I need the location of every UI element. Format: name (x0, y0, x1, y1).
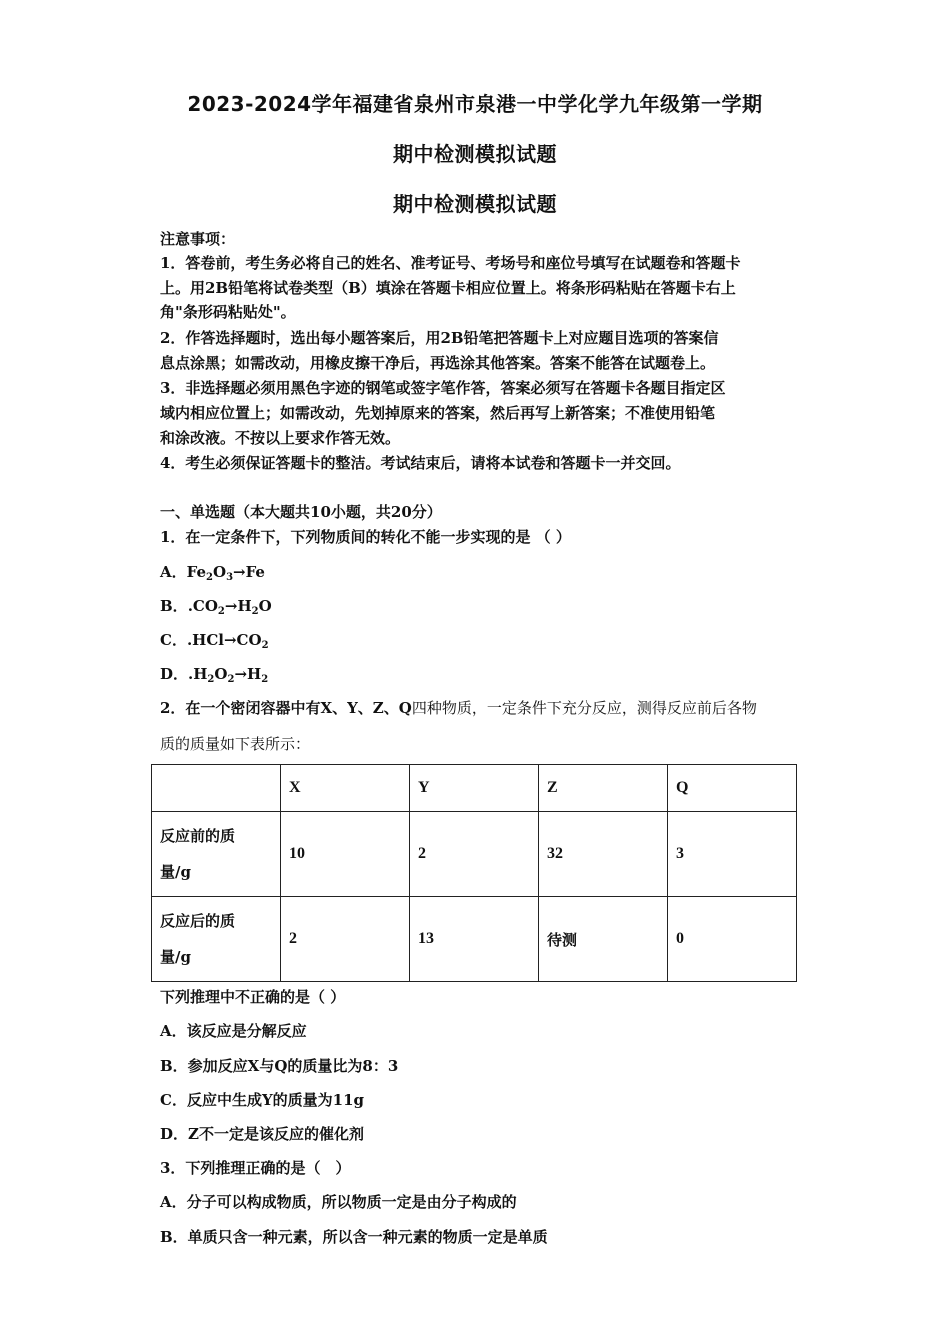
table-cell: 待测 (539, 897, 668, 982)
table-cell: 13 (410, 897, 539, 982)
notes-line: 4．考生必须保证答题卡的整洁。考试结束后，请将本试卷和答题卡一并交回。 (160, 454, 681, 472)
table-header-cell: Y (410, 765, 539, 812)
q2-option-a: A．该反应是分解反应 (160, 1022, 307, 1040)
table-cell: 10 (281, 812, 410, 897)
exam-title-line2: 期中检测模拟试题 (393, 142, 557, 166)
table-row-label: 反应后的质 量/g (152, 897, 281, 982)
notes-heading: 注意事项： (160, 230, 236, 248)
notes-line: 角"条形码粘贴处"。 (160, 303, 296, 321)
table-row-label: 反应前的质 量/g (152, 812, 281, 897)
table-cell: 32 (539, 812, 668, 897)
q3-option-a: A．分子可以构成物质，所以物质一定是由分子构成的 (160, 1193, 517, 1211)
notes-line: 域内相应位置上；如需改动，先划掉原来的答案，然后再写上新答案；不准使用铅笔 (160, 404, 716, 422)
exam-title-line3: 期中检测模拟试题 (393, 192, 557, 216)
notes-line: 3．非选择题必须用黑色字迹的钢笔或签字笔作答，答案必须写在答题卡各题目指定区 (160, 379, 726, 397)
q1-option-d: D．$.H_2O_2\to H_2$ (160, 665, 269, 685)
notes-line: 2．作答选择题时，选出每小题答案后，用2B铅笔把答题卡上对应题目选项的答案信 (160, 329, 719, 347)
question-2-stem-line2: 质的质量如下表所示： (160, 735, 311, 753)
table-cell: 0 (668, 897, 797, 982)
question-1-stem: 1．在一定条件下，下列物质间的转化不能一步实现的是 （ ） (160, 528, 571, 546)
table-cell: 2 (281, 897, 410, 982)
table-cell: 2 (410, 812, 539, 897)
q2-option-b: B．参加反应X与Q的质量比为8：3 (160, 1057, 399, 1075)
notes-line: 和涂改液。不按以上要求作答无效。 (160, 429, 401, 447)
table-row (152, 812, 797, 897)
question-2-stem: 2．在一个密闭容器中有X、Y、Z、Q四种物质，一定条件下充分反应，测得反应前后各物 (160, 699, 757, 717)
q1-option-b: B．$.CO_2\to H_2O$ (160, 597, 272, 617)
table-cell: 3 (668, 812, 797, 897)
q1-option-a: A．$Fe_2O_3\to Fe$ (160, 563, 265, 583)
mass-table (151, 764, 797, 982)
table-header-cell: Z (539, 765, 668, 812)
table-header-cell: Q (668, 765, 797, 812)
q3-option-b: B．单质只含一种元素，所以含一种元素的物质一定是单质 (160, 1228, 548, 1246)
table-header-row (152, 765, 797, 812)
exam-title-line1: 2023-2024学年福建省泉州市泉港一中学化学九年级第一学期 (187, 92, 763, 116)
question-2-prompt: 下列推理中不正确的是（ ） (160, 988, 346, 1006)
notes-line: 1．答卷前，考生务必将自己的姓名、准考证号、考场号和座位号填写在试题卷和答题卡 (160, 254, 741, 272)
table-row (152, 897, 797, 982)
q2-option-c: C．反应中生成Y的质量为11g (160, 1091, 365, 1109)
table-header-cell (152, 765, 281, 812)
notes-line: 息点涂黑；如需改动，用橡皮擦干净后，再选涂其他答案。答案不能答在试题卷上。 (160, 354, 716, 372)
notes-line: 上。用2B铅笔将试卷类型（B）填涂在答题卡相应位置上。将条形码粘贴在答题卡右上 (160, 279, 736, 297)
section-heading: 一、单选题（本大题共10小题，共20分） (160, 503, 442, 521)
q1-option-c: C．$.HCl\to CO_2$ (160, 631, 269, 651)
table-header-cell: X (281, 765, 410, 812)
q2-option-d: D．Z不一定是该反应的催化剂 (160, 1125, 364, 1143)
question-3-stem: 3．下列推理正确的是（ ） (160, 1159, 351, 1177)
